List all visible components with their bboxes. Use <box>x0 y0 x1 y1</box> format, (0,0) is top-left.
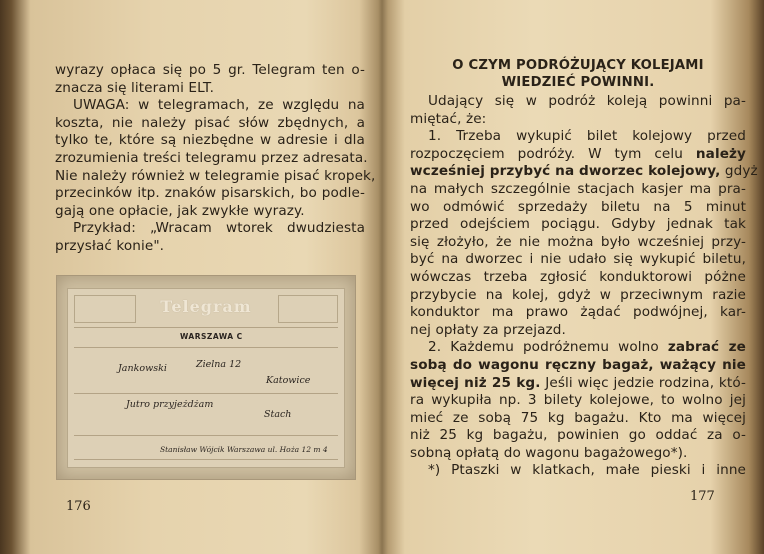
text-line <box>410 146 746 164</box>
text-line <box>410 375 746 393</box>
text-line: UWAGA: w telegramach, ze względu na <box>73 97 365 114</box>
text-line: koszta, nie należy pisać słów zbędnych, a <box>55 114 365 131</box>
text-line <box>410 199 746 217</box>
heading-line: WIEDZIEĆ POWINNI. <box>501 75 655 90</box>
text-line <box>410 128 746 146</box>
text-line <box>410 269 746 287</box>
text-run: niż 25 kg bagażu, powinien go oddać za o- <box>410 427 746 444</box>
text-line <box>410 216 746 234</box>
text-line <box>410 163 758 181</box>
text-line <box>410 234 746 252</box>
form-rule <box>74 435 338 436</box>
heading-line: O CZYM PODRÓŻUJĄCY KOLEJAMI <box>452 58 704 73</box>
page-number: 176 <box>66 499 91 514</box>
text-line <box>410 322 746 340</box>
handwritten-addressee-name: Jankowski <box>118 363 167 374</box>
text-line <box>410 181 746 199</box>
form-rule <box>74 459 338 460</box>
text-run: na małych szczególnie stacjach kasjer ma pra- <box>410 180 746 197</box>
text-run: nej opłaty za przejazd. <box>410 321 566 338</box>
form-rule <box>74 347 338 348</box>
text-run: Udający się w podróż koleją powinni pa- <box>428 93 746 109</box>
text-line: wyrazy opłaca się po 5 gr. Telegram ten o- <box>55 62 365 78</box>
text-run: sobną opłatą do wagonu bagażowego*). <box>410 444 688 461</box>
form-box <box>74 295 136 323</box>
text-run: mieć ze sobą 75 kg bagażu. Kto ma więcej <box>410 409 746 426</box>
text-run: ra wykupiła np. 3 bilety kolejowe, to wolno jej <box>410 392 746 409</box>
text-run: się złożyło, że nie można było wcześniej przy- <box>410 233 746 250</box>
text-run: wówczas trzeba zgłosić konduktorowi póżne <box>410 268 746 285</box>
text-line <box>410 304 746 322</box>
bold-text: więcej niż 25 kg. <box>410 374 541 391</box>
text-run: gdyż <box>720 163 758 180</box>
handwritten-sender: Stanisław Wójcik Warszawa ul. Hoża 12 m 4 <box>160 445 328 454</box>
text-run: przed odejściem pociągu. Gdyby jednak tak <box>410 216 746 233</box>
text-line: Przykład: „Wracam wtorek dwudziesta <box>73 220 365 237</box>
text-line <box>410 392 746 410</box>
text-line <box>410 287 746 305</box>
text-line <box>410 111 746 129</box>
text-run: wo odmówić sprzedaży biletu na 5 minut <box>410 198 746 215</box>
bold-text: sobą do wagonu ręczny bagaż, ważący nie <box>410 356 746 373</box>
form-box <box>278 295 338 323</box>
text-line <box>410 445 746 463</box>
telegram-form <box>67 288 345 468</box>
text-run: być na dworzec i nie udało się wykupić biletu, <box>410 251 746 268</box>
text-line: przysłać konie". <box>55 237 165 254</box>
text-line: Nie należy również w telegramie pisać kropek, <box>55 167 376 184</box>
text-run: rozpoczęciem podróży. W tym celu <box>410 145 696 162</box>
text-line: zrozumienia treści telegramu przez adresata. <box>55 149 368 166</box>
bold-text: wcześniej przybyć na dworzec kolejowy, <box>410 163 721 180</box>
form-rule <box>74 393 338 394</box>
text-line <box>410 357 746 375</box>
section-heading <box>410 57 746 91</box>
text-run: Jeśli więc jedzie rodzina, któ- <box>540 374 747 391</box>
right-page-text <box>410 93 758 480</box>
bold-text: należy <box>695 145 746 162</box>
text-run: *) Ptaszki w klatkach, małe pieski i inne <box>428 462 746 479</box>
text-line: znacza się literami ELT. <box>55 79 215 96</box>
text-line <box>410 339 746 357</box>
text-run: konduktor ma prawo żądać podwójnej, kar- <box>410 304 746 321</box>
text-line <box>410 462 746 480</box>
handwritten-message-line-1: Jutro przyjeżdżam <box>126 399 214 410</box>
handwritten-message-line-2: Stach <box>264 409 292 420</box>
text-run: przybycie na kolej, gdyż w przeciwnym razie <box>410 286 746 303</box>
handwritten-addressee-city: Katowice <box>266 375 311 386</box>
text-line: tylko te, które są niezbędne w adresie i dla <box>55 132 365 149</box>
text-line <box>410 251 746 269</box>
handwritten-addressee-street: Zielna 12 <box>196 359 242 370</box>
text-line <box>410 427 746 445</box>
text-line: przecinków itp. znaków pisarskich, bo podle- <box>55 185 365 202</box>
text-line <box>410 93 746 111</box>
bold-text: zabrać ze <box>667 339 747 356</box>
telegram-form-title: Telegram <box>160 297 252 316</box>
right-page <box>382 0 764 554</box>
text-run: miętać, że: <box>410 110 487 127</box>
text-line: gają one opłacie, jak zwykłe wyrazy. <box>55 202 305 219</box>
telegram-illustration <box>56 275 356 480</box>
left-page-text <box>55 62 376 256</box>
text-run: 2. Każdemu podróżnemu wolno <box>428 339 668 356</box>
text-run: 1. Trzeba wykupić bilet kolejowy przed <box>428 128 746 145</box>
text-line <box>410 410 746 428</box>
page-number: 177 <box>690 489 715 504</box>
form-rule <box>74 327 338 328</box>
telegram-stamp: WARSZAWA C <box>180 332 243 341</box>
